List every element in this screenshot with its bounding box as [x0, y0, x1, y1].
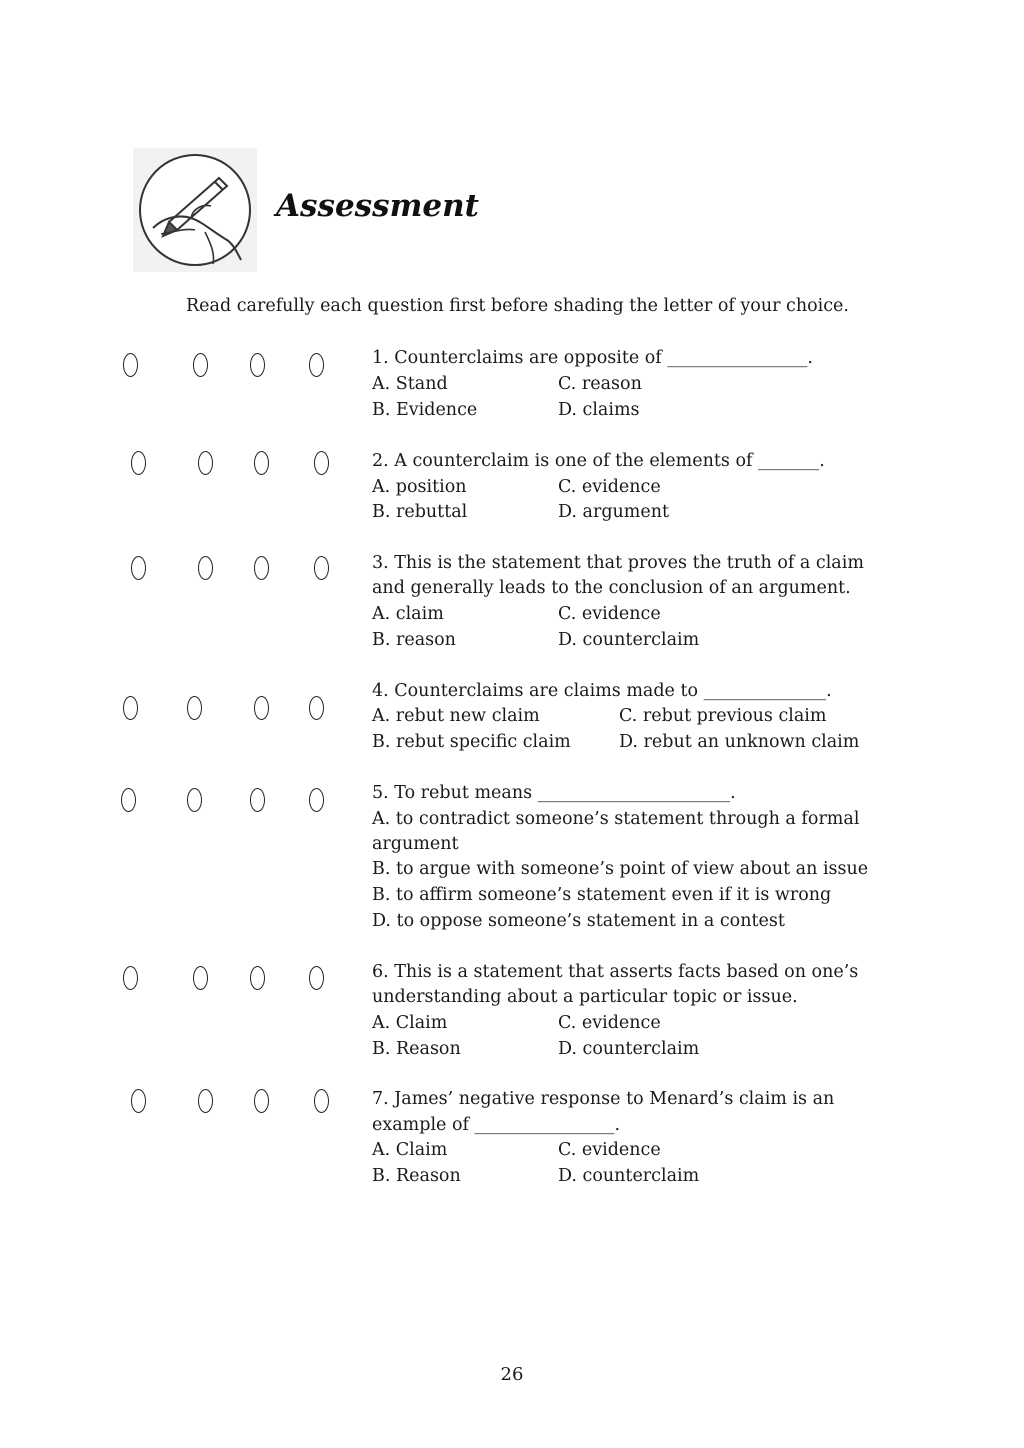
- question-stem: 7. James’ negative response to Menard’s claim is an: [372, 1089, 835, 1109]
- question-stem: 2. A counterclaim is one of the elements of _______.: [372, 451, 825, 471]
- answer-bubble-a[interactable]: [123, 966, 138, 990]
- option: D. claims: [558, 400, 640, 420]
- option: C. rebut previous claim: [619, 706, 827, 726]
- option: A. to contradict someone’s statement through a formal: [372, 809, 860, 829]
- hand-writing-pencil-icon: [133, 148, 257, 272]
- option: D. rebut an unknown claim: [619, 732, 860, 752]
- answer-bubble-b[interactable]: [198, 556, 213, 580]
- answer-bubble-b[interactable]: [187, 788, 202, 812]
- option: argument: [372, 834, 459, 854]
- option: A. Claim: [372, 1140, 448, 1160]
- answer-bubble-c[interactable]: [254, 696, 269, 720]
- answer-bubble-d[interactable]: [314, 451, 329, 475]
- option: D. argument: [558, 502, 670, 522]
- answer-bubble-b[interactable]: [187, 696, 202, 720]
- option: B. Reason: [372, 1039, 461, 1059]
- question-stem: 4. Counterclaims are claims made to ______________.: [372, 681, 832, 701]
- instructions: Read carefully each question first before shading the letter of your choice.: [186, 296, 849, 316]
- answer-bubble-b[interactable]: [198, 451, 213, 475]
- answer-bubble-b[interactable]: [193, 966, 208, 990]
- question-stem: understanding about a particular topic or issue.: [372, 987, 798, 1007]
- option: A. Stand: [372, 374, 448, 394]
- option: A. Claim: [372, 1013, 448, 1033]
- option: D. to oppose someone’s statement in a contest: [372, 911, 785, 931]
- answer-bubble-a[interactable]: [131, 1089, 146, 1113]
- page-title: Assessment: [276, 188, 479, 224]
- option: C. evidence: [558, 1013, 661, 1033]
- question-stem: and generally leads to the conclusion of an argument.: [372, 578, 851, 598]
- option: B. Evidence: [372, 400, 478, 420]
- option: B. rebuttal: [372, 502, 468, 522]
- option: D. counterclaim: [558, 1166, 700, 1186]
- option: D. counterclaim: [558, 630, 700, 650]
- answer-bubble-c[interactable]: [254, 1089, 269, 1113]
- option: D. counterclaim: [558, 1039, 700, 1059]
- answer-bubble-c[interactable]: [254, 451, 269, 475]
- option: B. rebut specific claim: [372, 732, 571, 752]
- answer-bubble-a[interactable]: [123, 353, 138, 377]
- answer-bubble-d[interactable]: [309, 353, 324, 377]
- option: A. rebut new claim: [372, 706, 540, 726]
- answer-bubble-c[interactable]: [254, 556, 269, 580]
- option: C. evidence: [558, 477, 661, 497]
- answer-bubble-d[interactable]: [309, 966, 324, 990]
- answer-bubble-a[interactable]: [121, 788, 136, 812]
- answer-bubble-c[interactable]: [250, 966, 265, 990]
- option: C. evidence: [558, 604, 661, 624]
- answer-bubble-d[interactable]: [309, 788, 324, 812]
- question-stem: 3. This is the statement that proves the truth of a claim: [372, 553, 864, 573]
- answer-bubble-b[interactable]: [198, 1089, 213, 1113]
- option: C. reason: [558, 374, 642, 394]
- option: C. evidence: [558, 1140, 661, 1160]
- question-stem: 6. This is a statement that asserts facts based on one’s: [372, 962, 859, 982]
- answer-bubble-a[interactable]: [131, 556, 146, 580]
- option: A. claim: [372, 604, 444, 624]
- answer-bubble-d[interactable]: [309, 696, 324, 720]
- answer-bubble-d[interactable]: [314, 556, 329, 580]
- option: B. reason: [372, 630, 456, 650]
- answer-bubble-a[interactable]: [131, 451, 146, 475]
- answer-bubble-a[interactable]: [123, 696, 138, 720]
- answer-bubble-c[interactable]: [250, 788, 265, 812]
- answer-bubble-c[interactable]: [250, 353, 265, 377]
- question-stem: 5. To rebut means ______________________.: [372, 783, 736, 803]
- question-stem: 1. Counterclaims are opposite of ________________.: [372, 348, 813, 368]
- answer-bubble-b[interactable]: [193, 353, 208, 377]
- option: B. Reason: [372, 1166, 461, 1186]
- question-stem: example of ________________.: [372, 1115, 621, 1135]
- option: B. to argue with someone’s point of view about an issue: [372, 859, 869, 879]
- option: B. to affirm someone’s statement even if it is wrong: [372, 885, 832, 905]
- page-number: 26: [500, 1364, 524, 1385]
- answer-bubble-d[interactable]: [314, 1089, 329, 1113]
- option: A. position: [372, 477, 467, 497]
